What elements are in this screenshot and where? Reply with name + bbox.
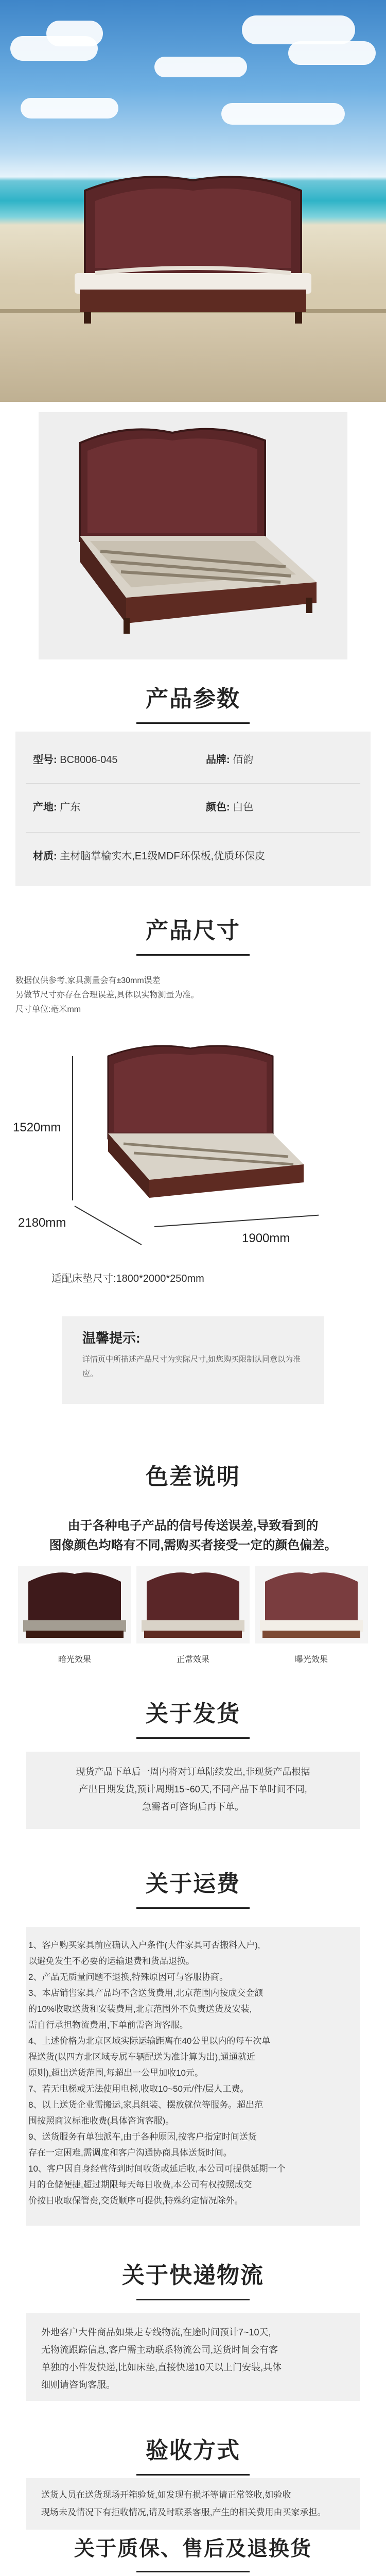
title-underline — [136, 2299, 250, 2300]
freight-item: 价按日收取保管费,交货顺序可提供,特殊约定情况除外。 — [28, 2196, 243, 2206]
section-title-text: 关于运费 — [146, 1871, 240, 1896]
section-title-express — [0, 2257, 386, 2300]
param-value: BC8006-045 — [60, 754, 118, 766]
color-diff-note — [0, 1516, 386, 1555]
dimension-height: 1520mm — [13, 1121, 61, 1134]
express-line: 单独的小件发快递,比如床垫,直接快递10天以上门安装,具体 — [41, 2362, 282, 2372]
freight-item: 2、产品无质量问题不退换,特殊原因可与客服协商。 — [28, 1972, 229, 1982]
inspect-box — [26, 2478, 360, 2530]
cloud-shape — [221, 103, 345, 125]
param-label: 颜色: — [206, 802, 230, 813]
freight-item: 的10%收取送货和安装费用,北京范围外不负责送货及安装, — [28, 2004, 252, 2014]
section-title-returns — [0, 2532, 386, 2572]
title-underline — [136, 1907, 250, 1909]
section-title-inspect — [0, 2432, 386, 2476]
bed-product-image — [39, 412, 347, 659]
title-underline — [136, 2474, 250, 2476]
express-line: 细则请咨询客服。 — [41, 2380, 115, 2390]
section-title-text: 验收方式 — [146, 2438, 240, 2463]
param-value: 广东 — [60, 802, 81, 813]
title-underline — [136, 1737, 250, 1739]
freight-item: 3、本店销售家具产品均不含送货费用,北京范围内按成交金额 — [28, 1988, 264, 1998]
shipping-box — [26, 1752, 360, 1829]
divider — [26, 832, 360, 833]
params-table — [15, 732, 371, 886]
tips-title: 温馨提示: — [82, 1330, 141, 1346]
inspect-line: 送货人员在送货现场开箱验货,如发现有损坏等请正常签收,如验收 — [41, 2490, 291, 2500]
section-title-text: 色差说明 — [146, 1464, 240, 1489]
param-label: 型号: — [33, 754, 57, 766]
express-line: 外地客户大件商品如果走专线物流,在途时间预计7~10天, — [41, 2327, 271, 2337]
freight-item: 8、以上送货企业需搬运,家具组装、摆放就位等服务。超出范 — [28, 2100, 264, 2110]
tips-box — [62, 1316, 324, 1404]
color-diff-line: 由于各种电子产品的信号传送误差,导致看到的 — [67, 1519, 319, 1533]
express-box — [26, 2313, 360, 2401]
section-title-freight — [0, 1865, 386, 1909]
param-material — [33, 848, 265, 862]
mattress-size: 适配床垫尺寸:1800*2000*250mm — [51, 1273, 204, 1284]
param-model — [33, 751, 118, 766]
section-title-text: 产品参数 — [146, 686, 240, 711]
size-note: 尺寸单位:毫米mm — [15, 1005, 81, 1014]
section-title-size — [0, 912, 386, 956]
freight-item: 10、客户因自身经营待到时间收货或延后收,本公司可提供延期一个 — [28, 2164, 286, 2174]
section-title-text: 关于快递物流 — [122, 2263, 264, 2288]
hero-banner — [0, 0, 386, 402]
swatch-label: 曝光效果 — [294, 1655, 328, 1664]
color-diff-line: 图像颜色均略有不同,需购买者接受一定的颜色偏差。 — [49, 1538, 337, 1552]
param-brand — [206, 751, 253, 766]
freight-item: 程送货(以四方北区域专属车辆配送为准计算为出),通通就近 — [28, 2052, 256, 2062]
size-notes — [15, 974, 199, 1017]
product-panel — [39, 412, 347, 659]
inspect-line: 现场未及情况下有拒收情况,请及时联系客服,产生的相关费用由买家承担。 — [41, 2507, 326, 2517]
param-origin — [33, 799, 80, 814]
freight-item: 围按照商议标准收费(具体咨询客服)。 — [28, 2116, 174, 2126]
cloud-shape — [242, 15, 355, 44]
freight-item: 9、送货服务有单独派车,由于各种原因,按客户指定时间送货 — [28, 2132, 257, 2142]
dimension-line — [154, 1215, 319, 1227]
dimension-width: 1900mm — [242, 1231, 290, 1245]
swatch-normal — [136, 1566, 250, 1643]
param-label: 品牌: — [206, 754, 230, 766]
dimension-length: 2180mm — [18, 1216, 66, 1230]
freight-item: 1、客户购买家具前应确认入户条件(大件家具可否搬料入户), — [28, 1940, 260, 1950]
size-note: 另做节尺寸亦存在合理误差,具体以实物测量为准。 — [15, 991, 199, 999]
freight-item: 7、若无电梯或无法使用电梯,收取10~50元/件/层人工费。 — [28, 2084, 249, 2094]
freight-item: 以避免发生不必要的运输退费和货品退换。 — [28, 1956, 195, 1966]
freight-item: 需自行承担物流费用,下单前需咨询客服。 — [28, 2020, 188, 2030]
product-frame — [0, 402, 386, 670]
title-underline — [136, 954, 250, 956]
title-underline — [136, 722, 250, 724]
express-line: 无物流跟踪信息,客户需主动联系物流公司,送货时间会有客 — [41, 2345, 278, 2355]
bed-hero-image — [75, 170, 311, 325]
freight-item: 存在一定困难,需调度和客户沟通协商具体送货时间。 — [28, 2148, 232, 2158]
title-underline — [136, 2571, 250, 2572]
param-label: 材质: — [33, 851, 57, 862]
cloud-shape — [21, 98, 118, 118]
section-title-text: 关于发货 — [146, 1701, 240, 1726]
freight-item: 原则),超出送货范围,每超出一公里加收10元。 — [28, 2068, 204, 2078]
section-title-color — [0, 1458, 386, 1491]
section-title-params — [0, 680, 386, 724]
divider — [26, 783, 360, 784]
freight-item: 4、上述价格为北京区域实际运输距离在40公里以内的每车次单 — [28, 2036, 271, 2046]
param-value: 佰韵 — [233, 754, 254, 766]
shipping-line: 现货产品下单后一周内将对订单陆续发出,非现货产品根据 — [76, 1767, 310, 1777]
cloud-shape — [288, 41, 376, 65]
param-value: 白色 — [233, 802, 254, 813]
param-color — [206, 799, 253, 814]
section-title-shipping — [0, 1695, 386, 1739]
swatch-label: 正常效果 — [176, 1655, 209, 1664]
size-note: 数据仅供参考,家具测量会有±30mm误差 — [15, 976, 161, 985]
section-title-text: 产品尺寸 — [146, 918, 240, 943]
swatch-label: 暗光效果 — [58, 1655, 91, 1664]
param-label: 产地: — [33, 802, 57, 813]
section-title-text: 关于质保、售后及退换货 — [74, 2537, 312, 2560]
cloud-shape — [46, 21, 103, 46]
color-swatch-image — [255, 1566, 368, 1643]
swatch-dark — [18, 1566, 131, 1643]
bed-dimension-image — [77, 1036, 304, 1206]
tips-body: 详情页中所描述产品尺寸为实际尺寸,如您购买限制认同意以为准应。 — [82, 1355, 301, 1378]
cloud-shape — [154, 57, 247, 77]
param-value: 主材脑掌榆实木,E1级MDF环保板,优质环保皮 — [60, 851, 266, 862]
shipping-line: 急需者可咨询后再下单。 — [142, 1802, 244, 1812]
freight-list — [28, 1937, 358, 2209]
dimension-line — [75, 1206, 142, 1245]
color-swatch-image — [18, 1566, 131, 1643]
color-swatch-image — [136, 1566, 250, 1643]
shipping-line: 产出日期发货,预计周期15~60天,不同产品下单时间不同, — [79, 1784, 307, 1794]
swatch-bright — [255, 1566, 368, 1643]
dimension-line — [72, 1056, 73, 1200]
freight-item: 月的仓储便捷,超过期限每天每日收费,本公司有权按照成交 — [28, 2180, 252, 2190]
